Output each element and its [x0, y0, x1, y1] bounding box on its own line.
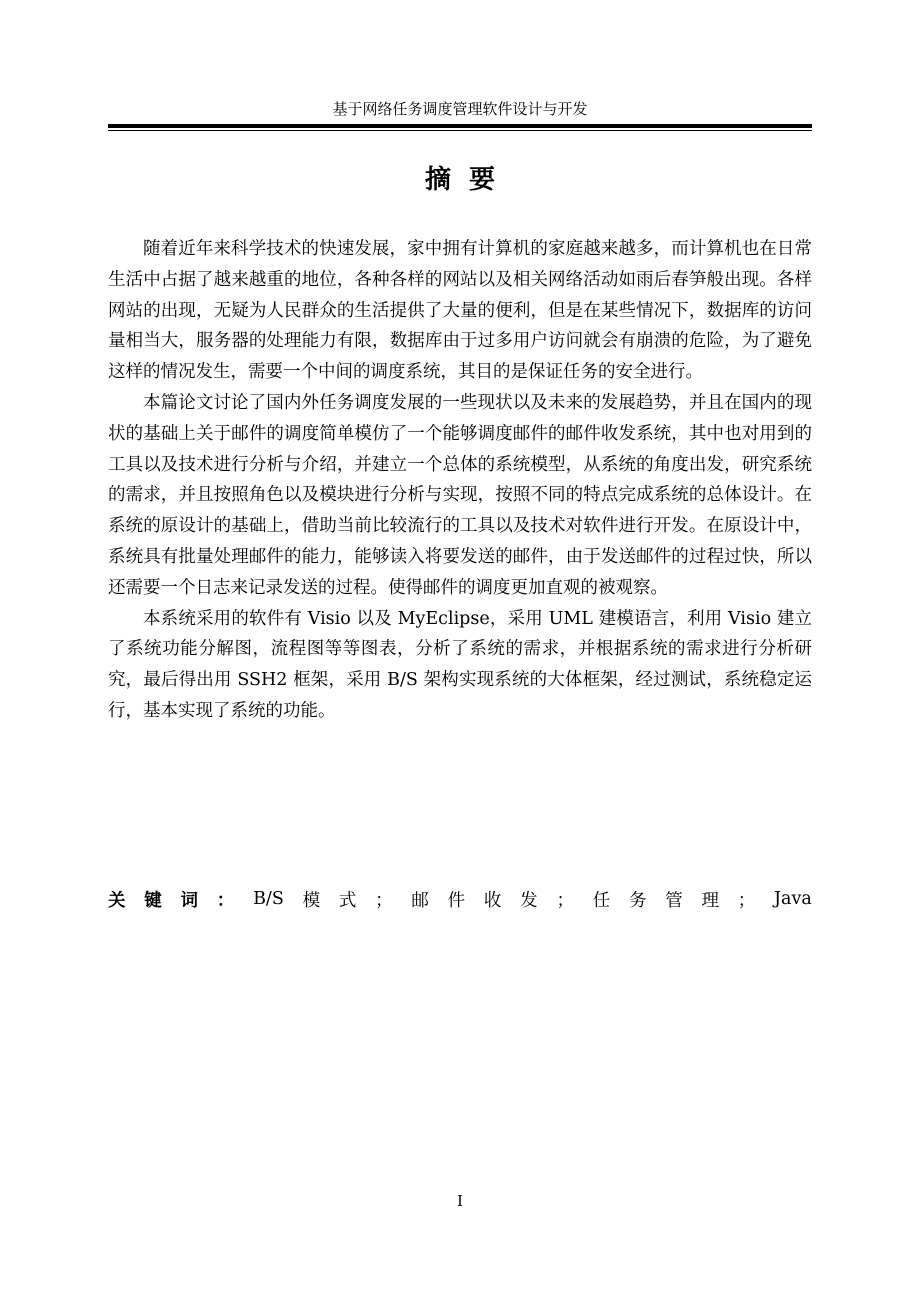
header-rule-thin	[108, 130, 812, 131]
running-header: 基于网络任务调度管理软件设计与开发	[332, 100, 588, 118]
keyword-char: 件	[447, 890, 466, 911]
keyword-char: 务	[628, 890, 647, 911]
keywords-label-char: 关	[108, 890, 126, 911]
keyword-char: 发	[520, 890, 538, 911]
abstract-paragraph-3: 本系统采用的软件有 Visio 以及 MyEclipse，采用 UML 建模语言，利用 Visio 建立了系统功能分解图，流程图等等图表，分析了系统的需求，并根据系统的需求进行分析研究，最后得出用 SSH2 框架，采用 B/S 架构实现系统的大体框架，经过测试，系统稳定运行，基本实现了系统的功能。	[108, 608, 812, 721]
keywords-label-char: 键	[144, 890, 162, 911]
page-number: I	[457, 1192, 463, 1210]
keyword-char: 收	[483, 890, 502, 911]
keyword-separator: ；	[737, 890, 756, 911]
keyword-separator: ；	[375, 890, 393, 911]
keyword-char: 任	[592, 890, 611, 911]
keyword-char: 理	[701, 890, 719, 911]
abstract-heading: 摘要	[424, 165, 513, 195]
keyword-char: 模	[302, 890, 321, 911]
keyword-char: 邮	[411, 890, 429, 911]
keyword-char: B/S	[253, 889, 284, 909]
keywords-label-char: 词	[180, 890, 199, 911]
keyword-separator: ；	[556, 890, 574, 911]
keyword-char: Java	[774, 889, 812, 909]
header-rule-thick	[108, 124, 812, 128]
abstract-body	[108, 234, 812, 727]
abstract-paragraph-2: 本篇论文讨论了国内外任务调度发展的一些现状以及未来的发展趋势，并且在国内的现状的基础上关于邮件的调度简单模仿了一个能够调度邮件的邮件收发系统，其中也对用到的工具以及技术进行分析与介绍，并建立一个总体的系统模型，从系统的角度出发，研究系统的需求，并且按照角色以及模块进行分析与实现，按照不同的特点完成系统的总体设计。在系统的原设计的基础上，借助当前比较流行的工具以及技术对软件进行开发。在原设计中，系统具有批量处理邮件的能力，能够读入将要发送的邮件，由于发送邮件的过程过快，所以还需要一个日志来记录发送的过程。使得邮件的调度更加直观的被观察。	[108, 392, 812, 598]
keywords-line	[108, 886, 812, 912]
keyword-char: 式	[338, 890, 357, 911]
abstract-paragraph-1: 随着近年来科学技术的快速发展，家中拥有计算机的家庭越来越多，而计算机也在日常生活中占据了越来越重的地位，各种各样的网站以及相关网络活动如雨后春笋般出现。各样网站的出现，无疑为人民群众的生活提供了大量的便利，但是在某些情况下，数据库的访问量相当大，服务器的处理能力有限，数据库由于过多用户访问就会有崩溃的危险，为了避免这样的情况发生，需要一个中间的调度系统，其目的是保证任务的安全进行。	[108, 239, 812, 383]
keywords-label-char: ：	[216, 890, 235, 911]
keyword-char: 管	[665, 890, 683, 911]
